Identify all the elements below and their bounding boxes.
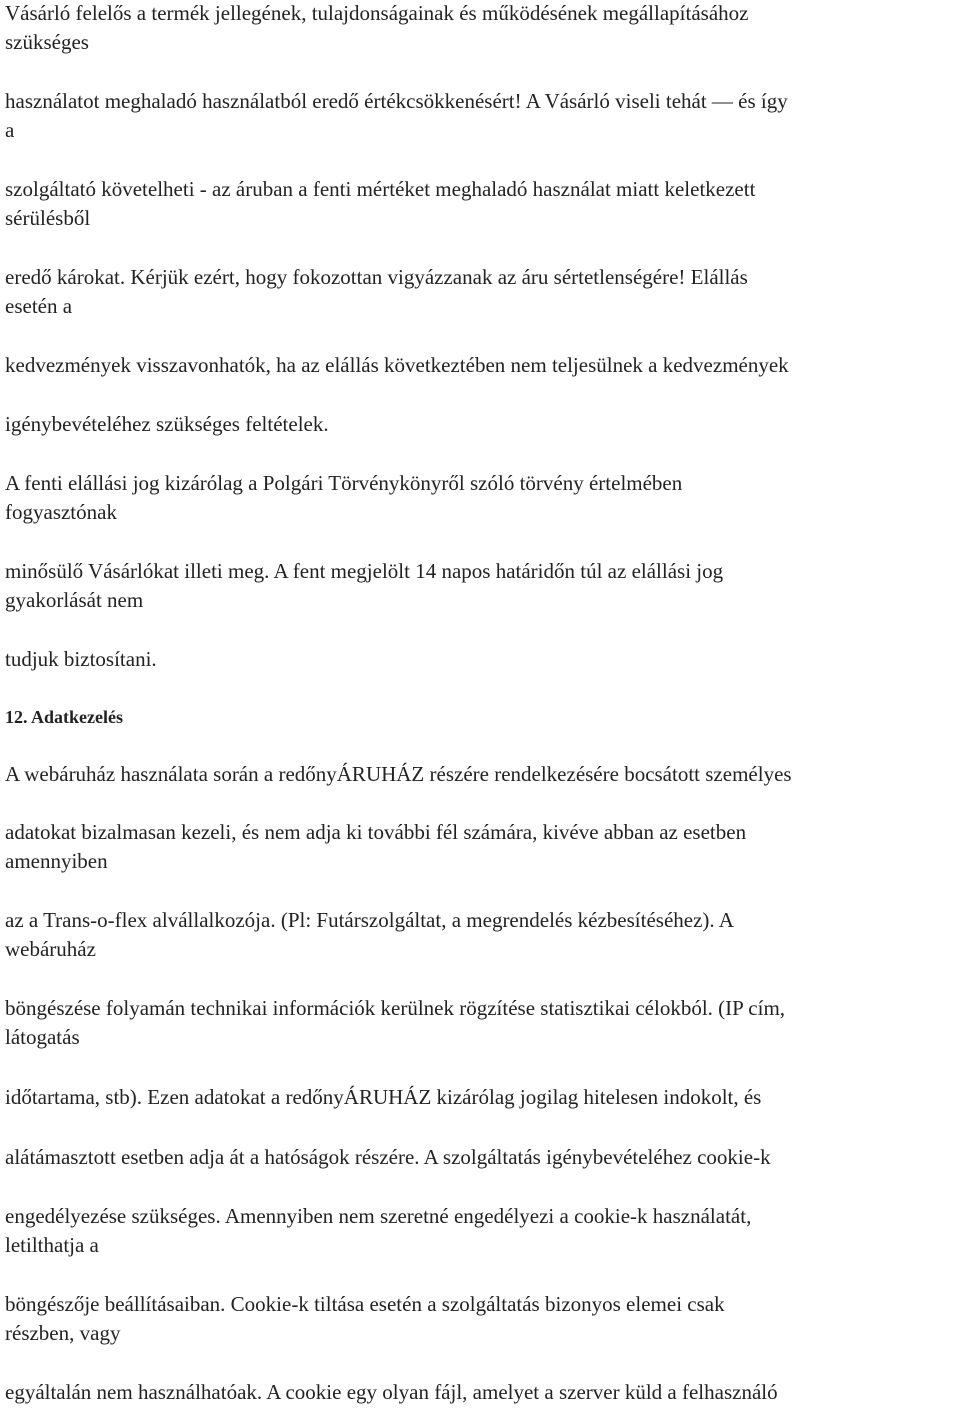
text-line: szolgáltató követelheti - az áruban a fenti mértéket meghaladó használat miatt keletkezett [5,177,756,201]
section-heading: 12. Adatkezelés [5,707,123,727]
text-line: alátámasztott esetben adja át a hatóságok részére. A szolgáltatás igénybevételéhez cookie-k [5,1145,771,1169]
text-line: amennyiben [5,849,108,873]
text-line: eredő károkat. Kérjük ezért, hogy fokozottan vigyázzanak az áru sértetlenségére! Elállás [5,265,748,289]
text-line: adatokat bizalmasan kezeli, és nem adja ki további fél számára, kivéve abban az esetben [5,820,747,844]
text-line: letilthatja a [5,1233,99,1257]
text-line: látogatás [5,1025,80,1049]
text-line: sérülésből [5,206,91,230]
text-line: A fenti elállási jog kizárólag a Polgári Törvénykönyről szóló törvény értelmében [5,471,683,495]
text-line: igénybevételéhez szükséges feltételek. [5,412,329,436]
text-line: használatot meghaladó használatból eredő értékcsökkenésért! A Vásárló viseli tehát ― és így [5,89,788,113]
text-line: részben, vagy [5,1321,121,1345]
text-line: A webáruház használata során a redőnyÁRUHÁZ részére rendelkezésére bocsátott személyes [5,762,792,786]
text-line: engedélyezése szükséges. Amennyiben nem szeretné engedélyezi a cookie-k használatát, [5,1204,752,1228]
text-line: egyáltalán nem használhatóak. A cookie egy olyan fájl, amelyet a szerver küld a felhasználó [5,1380,778,1404]
text-line: esetén a [5,294,73,318]
text-line: a [5,118,15,142]
text-line: szükséges [5,30,89,54]
text-line: böngészése folyamán technikai információk kerülnek rögzítése statisztikai célokból. (IP cím, [5,996,786,1020]
text-line: fogyasztónak [5,500,117,524]
text-line: webáruház [5,937,96,961]
text-line: tudjuk biztosítani. [5,647,157,671]
text-line: minősülő Vásárlókat illeti meg. A fent megjelölt 14 napos határidőn túl az elállási jog [5,559,724,583]
text-line: gyakorlását nem [5,588,144,612]
text-line: Vásárló felelős a termék jellegének, tulajdonságainak és működésének megállapításához [5,1,749,25]
text-line: az a Trans-o-flex alvállalkozója. (Pl: Futárszolgáltat, a megrendelés kézbesítéséhez). A [5,908,734,932]
text-line: időtartama, stb). Ezen adatokat a redőnyÁRUHÁZ kizárólag jogilag hitelesen indokolt, és [5,1085,762,1109]
text-line: kedvezmények visszavonhatók, ha az elállás következtében nem teljesülnek a kedvezmények [5,353,789,377]
text-line: böngészője beállításaiban. Cookie-k tiltása esetén a szolgáltatás bizonyos elemei csak [5,1292,725,1316]
